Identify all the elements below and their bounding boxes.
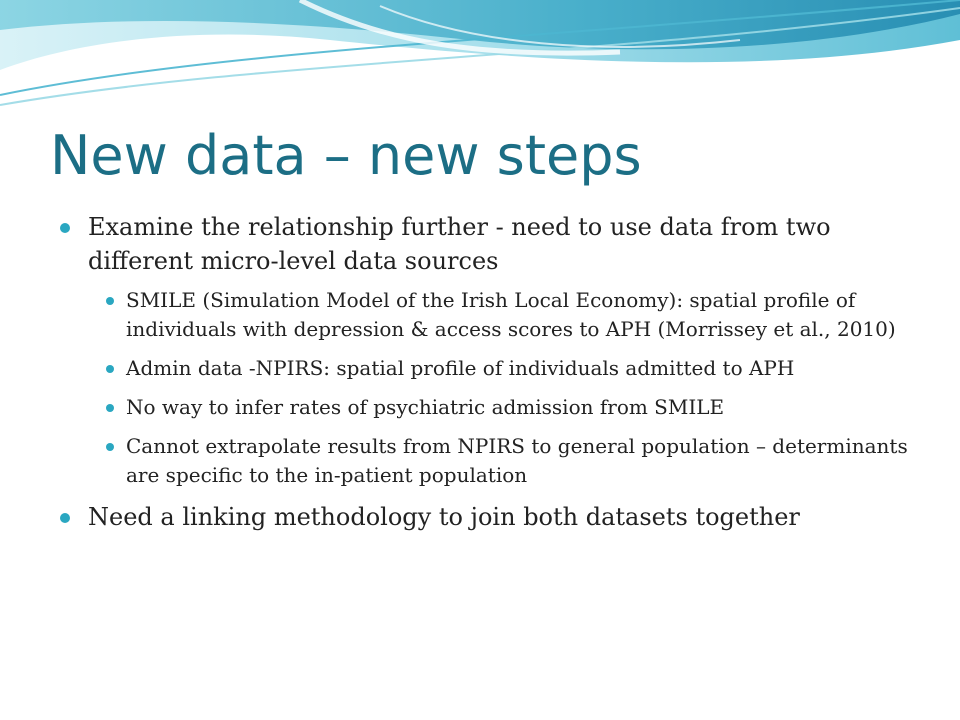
header-wave-decoration (0, 0, 960, 120)
list-item (58, 500, 908, 534)
sub-list-item (88, 432, 908, 490)
list-item (58, 210, 908, 490)
slide-title: New data – new steps (50, 124, 642, 187)
sub-list-item (88, 354, 908, 383)
bullet-dot-icon (106, 297, 114, 305)
bullet-dot-icon (106, 404, 114, 412)
sub-list-item (88, 286, 908, 344)
sub-bullet-list (88, 286, 908, 490)
bullet-dot-icon (60, 223, 70, 233)
bullet-dot-icon (60, 513, 70, 523)
bullet-dot-icon (106, 443, 114, 451)
bullet-list (58, 210, 908, 534)
sub-bullet-text: Cannot extrapolate results from NPIRS to general population – determinants are specific to the in-patient population (126, 434, 908, 487)
bullet-text: Need a linking methodology to join both datasets together (88, 503, 800, 531)
sub-list-item (88, 393, 908, 422)
slide-content (58, 210, 908, 540)
bullet-dot-icon (106, 365, 114, 373)
sub-bullet-text: SMILE (Simulation Model of the Irish Local Economy): spatial profile of individuals with depression & access scores to APH (Morrissey et al., 2010) (126, 288, 896, 341)
sub-bullet-text: No way to infer rates of psychiatric admission from SMILE (126, 395, 725, 419)
sub-bullet-text: Admin data -NPIRS: spatial profile of individuals admitted to APH (126, 356, 795, 380)
bullet-text: Examine the relationship further - need to use data from two different micro-level data sources (88, 213, 831, 275)
